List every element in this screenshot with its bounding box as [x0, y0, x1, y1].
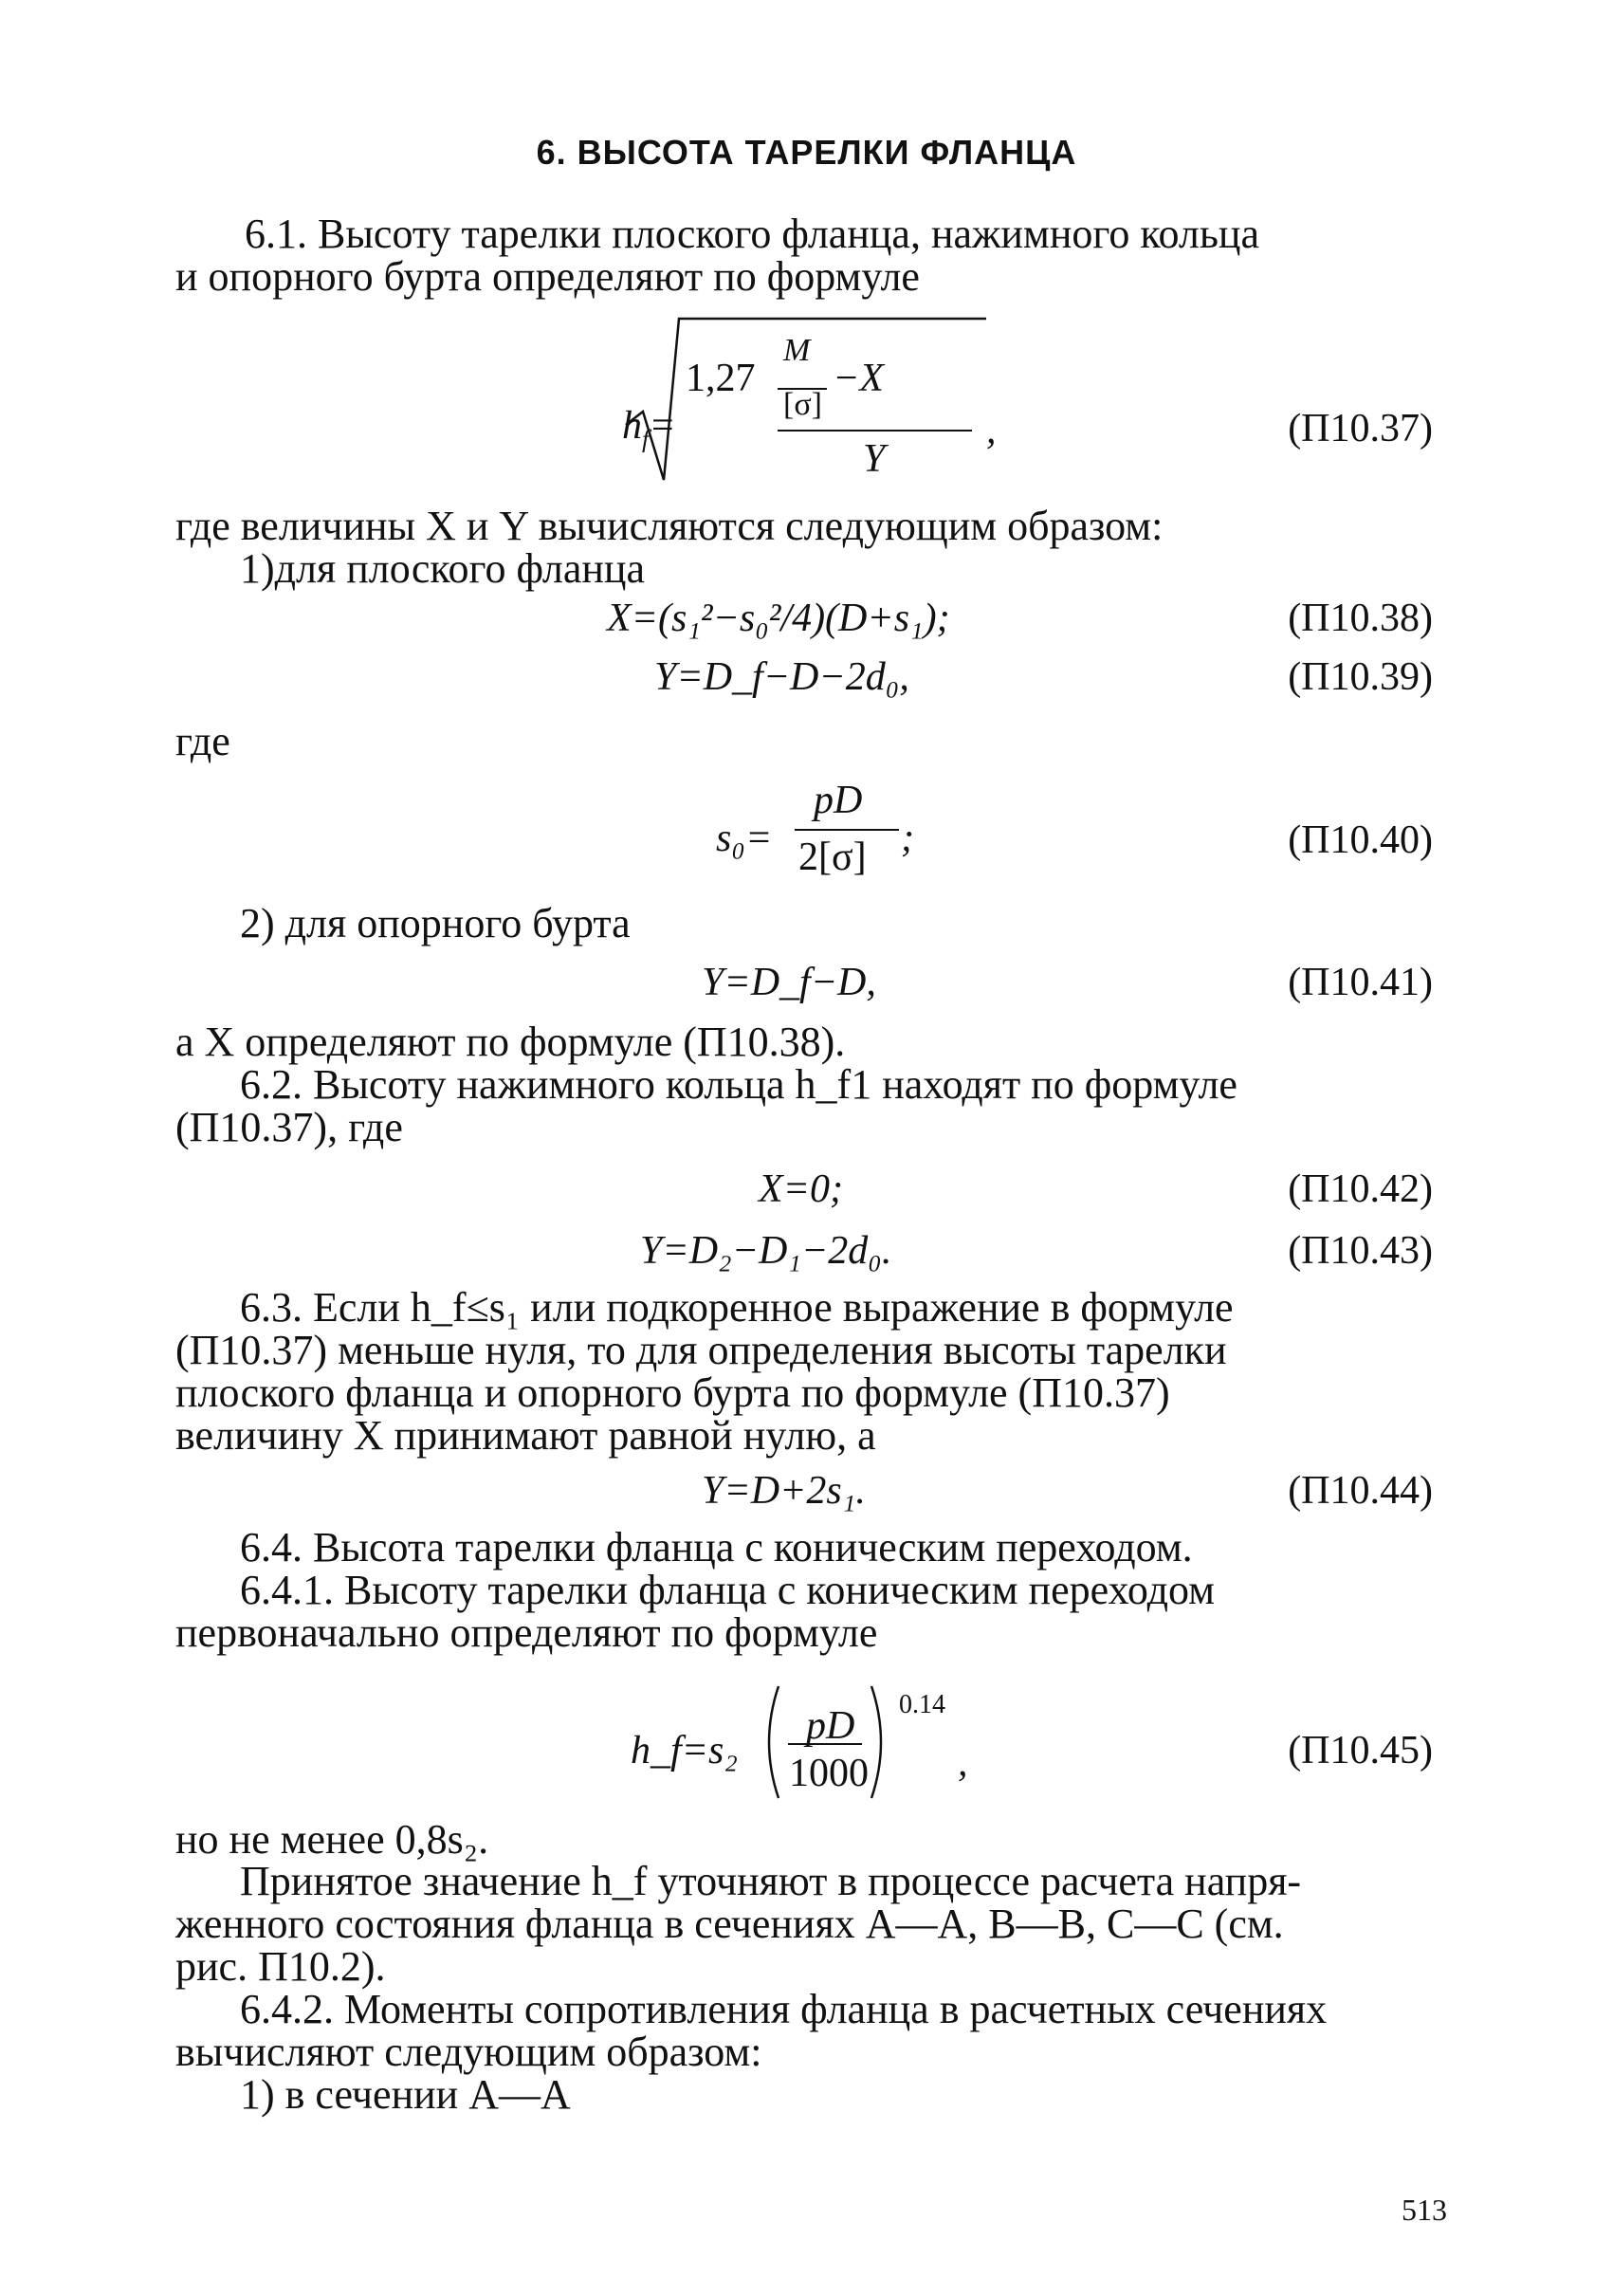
accepted-value-line2: женного состояния фланца в сечениях А—А, В—В, С—С (см. [175, 1901, 1284, 1947]
paragraph-6-3-line2: (П10.37) меньше нуля, то для определения высоты тарелки [175, 1327, 1227, 1373]
equation-number: (П10.45) [1288, 1729, 1433, 1773]
section-aa-label: 1) в сечении А—А [240, 2071, 571, 2118]
eq40-denominator: 2[σ] [798, 836, 867, 879]
formula-p10-39: Y=D_f−D−2d₀, [654, 655, 909, 699]
equation-number: (П10.44) [1288, 1469, 1433, 1513]
eq45-numerator: pD [806, 1704, 855, 1748]
formula-p10-38: X=(s₁²−s₀²/4)(D+s₁); [607, 597, 950, 640]
equation-number: (П10.39) [1288, 655, 1433, 699]
eq45-denominator: 1000 [789, 1752, 869, 1795]
paragraph-6-3-line3: плоского фланца и опорного бурта по формуле (П10.37) [175, 1369, 1170, 1416]
eq45-exponent: 0.14 [899, 1690, 945, 1719]
page-number: 513 [1402, 2193, 1447, 2227]
eq40-lhs: s₀= [716, 817, 773, 860]
eq37-m: M [783, 333, 811, 368]
paragraph-6-4-1-line1: 6.4.1. Высоту тарелки фланца с коническим переходом [240, 1567, 1216, 1613]
eq40-semicolon: ; [901, 817, 914, 860]
equation-number: (П10.38) [1288, 597, 1433, 640]
eq37-comma: , [986, 409, 997, 452]
not-less-text: но не менее 0,8s₂. [175, 1816, 489, 1863]
equation-number: (П10.37) [1288, 407, 1433, 450]
paragraph-6-1-line1: 6.1. Высоту тарелки плоского фланца, нажимного кольца [245, 211, 1259, 257]
accepted-value-line1: Принятое значение h_f уточняют в процессе расчета напря- [240, 1858, 1302, 1904]
paragraph-6-4-2-line1: 6.4.2. Моменты сопротивления фланца в расчетных сечениях [240, 1986, 1328, 2032]
paragraph-6-4: 6.4. Высота тарелки фланца с коническим переходом. [240, 1524, 1193, 1570]
flat-flange-label: 1)для плоского фланца [240, 545, 645, 592]
eq37-y: Y [863, 437, 886, 481]
paragraph-6-3-line1: 6.3. Если h_f≤s₁ или подкоренное выражение в формуле [240, 1284, 1234, 1331]
formula-p10-43: Y=D₂−D₁−2d₀. [640, 1229, 892, 1273]
paragraph-6-3-line4: величину X принимают равной нулю, а [175, 1412, 876, 1459]
where-xy-text: где величины X и Y вычисляются следующим образом: [175, 503, 1164, 549]
eq40-numerator: pD [814, 779, 863, 822]
equation-number: (П10.43) [1288, 1229, 1433, 1273]
formula-p10-41: Y=D_f−D, [702, 961, 876, 1004]
equation-number: (П10.40) [1288, 818, 1433, 862]
accepted-value-line3: рис. П10.2). [175, 1943, 386, 1990]
formula-p10-44: Y=D+2s₁. [702, 1469, 866, 1513]
equation-number: (П10.42) [1288, 1167, 1433, 1211]
where-label: где [175, 718, 230, 764]
fraction-bar [795, 827, 908, 833]
paragraph-6-1-line2: и опорного бурта определяют по формуле [175, 253, 920, 300]
paragraph-6-2-line2: (П10.37), где [175, 1104, 403, 1150]
eq45-comma: , [958, 1741, 968, 1785]
paragraph-6-4-1-line2: первоначально определяют по формуле [175, 1609, 878, 1656]
support-collar-label: 2) для опорного бурта [240, 900, 631, 946]
section-heading: 6. ВЫСОТА ТАРЕЛКИ ФЛАНЦА [536, 133, 1077, 172]
x-by-formula-text: а X определяют по формуле (П10.38). [175, 1019, 846, 1065]
eq37-lhs: $h_f=$ [622, 404, 676, 453]
eq37-sigma: [σ] [783, 387, 822, 422]
eq37-minus-x: −X [833, 357, 884, 400]
equation-number: (П10.41) [1288, 961, 1433, 1004]
eq37-coefficient: 1,27 [686, 357, 756, 400]
formula-p10-42: X=0; [759, 1167, 843, 1211]
paragraph-6-4-2-line2: вычисляют следующим образом: [175, 2029, 762, 2075]
paragraph-6-2-line1: 6.2. Высоту нажимного кольца h_f1 находят по формуле [240, 1061, 1237, 1108]
eq45-lhs: h_f=s₂ [631, 1729, 738, 1773]
